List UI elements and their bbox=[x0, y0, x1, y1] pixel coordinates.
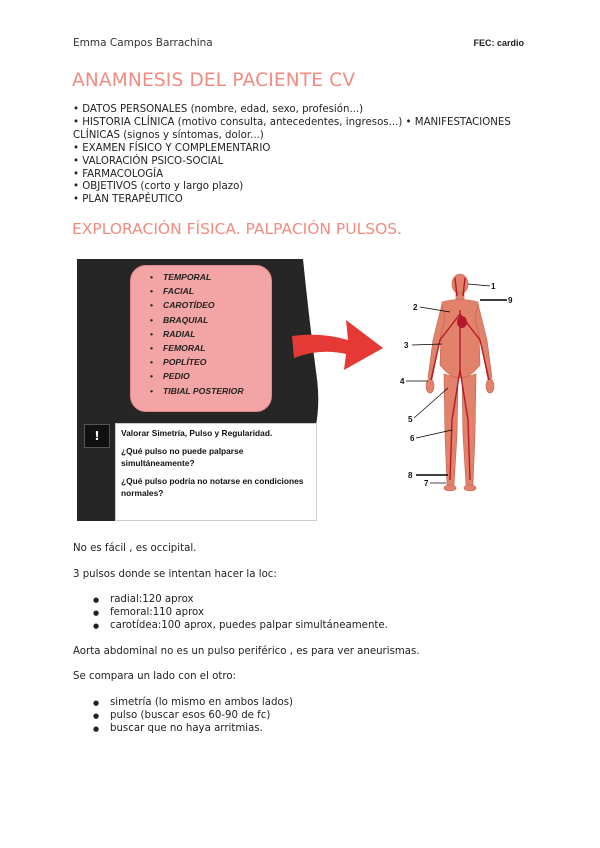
anamnesis-item: • HISTORIA CLÍNICA (motivo consulta, antecedentes, ingresos...) • MANIFESTACIONES bbox=[73, 116, 511, 128]
pulses-rate-list bbox=[93, 594, 388, 632]
section-title-exploracion: EXPLORACIÓN FÍSICA. PALPACIÓN PULSOS. bbox=[72, 220, 403, 238]
question-1: Valorar Simetría, Pulso y Regularidad. bbox=[121, 428, 273, 438]
pulse-item: • FEMORAL bbox=[150, 341, 244, 355]
anamnesis-item: • VALORACIÓN PSICO-SOCIAL bbox=[73, 155, 224, 167]
red-arrow-icon bbox=[290, 318, 385, 373]
list-item: ● simetría (lo mismo en ambos lados) bbox=[93, 697, 293, 710]
body-label: 4 bbox=[400, 377, 405, 386]
note-icon bbox=[84, 424, 110, 448]
anamnesis-item: • PLAN TERAPÉUTICO bbox=[73, 194, 183, 206]
paragraph-compare: Se compara un lado con el otro: bbox=[73, 671, 236, 682]
pulses-list bbox=[150, 270, 244, 398]
compare-list bbox=[93, 697, 293, 735]
question-3: ¿Qué pulso podría no notarse en condiciones normales? bbox=[121, 476, 304, 498]
body-label: 5 bbox=[408, 415, 413, 424]
pulse-item: • FACIAL bbox=[150, 284, 244, 298]
pulse-item: • TEMPORAL bbox=[150, 270, 244, 284]
body-label: 6 bbox=[410, 434, 415, 443]
body-label: 7 bbox=[424, 479, 429, 488]
list-item: ● carotídea:100 aprox, puedes palpar simultáneamente. bbox=[93, 620, 388, 633]
pulse-item: • CAROTÍDEO bbox=[150, 298, 244, 312]
body-label: 2 bbox=[413, 303, 418, 312]
list-item: ● femoral:110 aprox bbox=[93, 607, 388, 620]
anamnesis-list bbox=[73, 104, 523, 207]
paragraph-occipital: No es fácil , es occipital. bbox=[73, 543, 197, 554]
body-label: 3 bbox=[404, 341, 409, 350]
pulse-item: • BRAQUIAL bbox=[150, 313, 244, 327]
pulse-item: • TIBIAL POSTERIOR bbox=[150, 384, 244, 398]
pulse-item: • PEDIO bbox=[150, 369, 244, 383]
list-item: ● buscar que no haya arritmias. bbox=[93, 723, 293, 736]
section-title-anamnesis: ANAMNESIS DEL PACIENTE CV bbox=[72, 70, 356, 91]
body-label: 9 bbox=[508, 296, 513, 305]
header-tag: FEC: cardio bbox=[473, 38, 524, 48]
note-mark: ! bbox=[94, 429, 100, 443]
body-label: 8 bbox=[408, 471, 413, 480]
anamnesis-item: • FARMACOLOGÍA bbox=[73, 168, 164, 180]
paragraph-aorta: Aorta abdominal no es un pulso periférico , es para ver aneurismas. bbox=[73, 646, 420, 657]
list-item: ● pulso (buscar esos 60-90 de fc) bbox=[93, 710, 293, 723]
body-label: 1 bbox=[491, 282, 496, 291]
anamnesis-item: CLÍNICAS (signos y síntomas, dolor...) bbox=[73, 129, 264, 141]
question-2: ¿Qué pulso no puede palparse simultáneamente? bbox=[121, 446, 244, 468]
paragraph-three-pulses: 3 pulsos donde se intentan hacer la loc: bbox=[73, 569, 277, 580]
human-body-illustration bbox=[400, 270, 530, 510]
list-item: ● radial:120 aprox bbox=[93, 594, 388, 607]
header-author: Emma Campos Barrachina bbox=[73, 37, 213, 49]
anamnesis-item: • DATOS PERSONALES (nombre, edad, sexo, profesión...) bbox=[73, 104, 364, 115]
pulse-item: • RADIAL bbox=[150, 327, 244, 341]
pulse-item: • POPLÍTEO bbox=[150, 355, 244, 369]
anamnesis-item: • OBJETIVOS (corto y largo plazo) bbox=[73, 181, 244, 193]
anamnesis-item: • EXAMEN FÍSICO Y COMPLEMENTARIO bbox=[73, 142, 271, 154]
questions-text bbox=[121, 428, 311, 506]
